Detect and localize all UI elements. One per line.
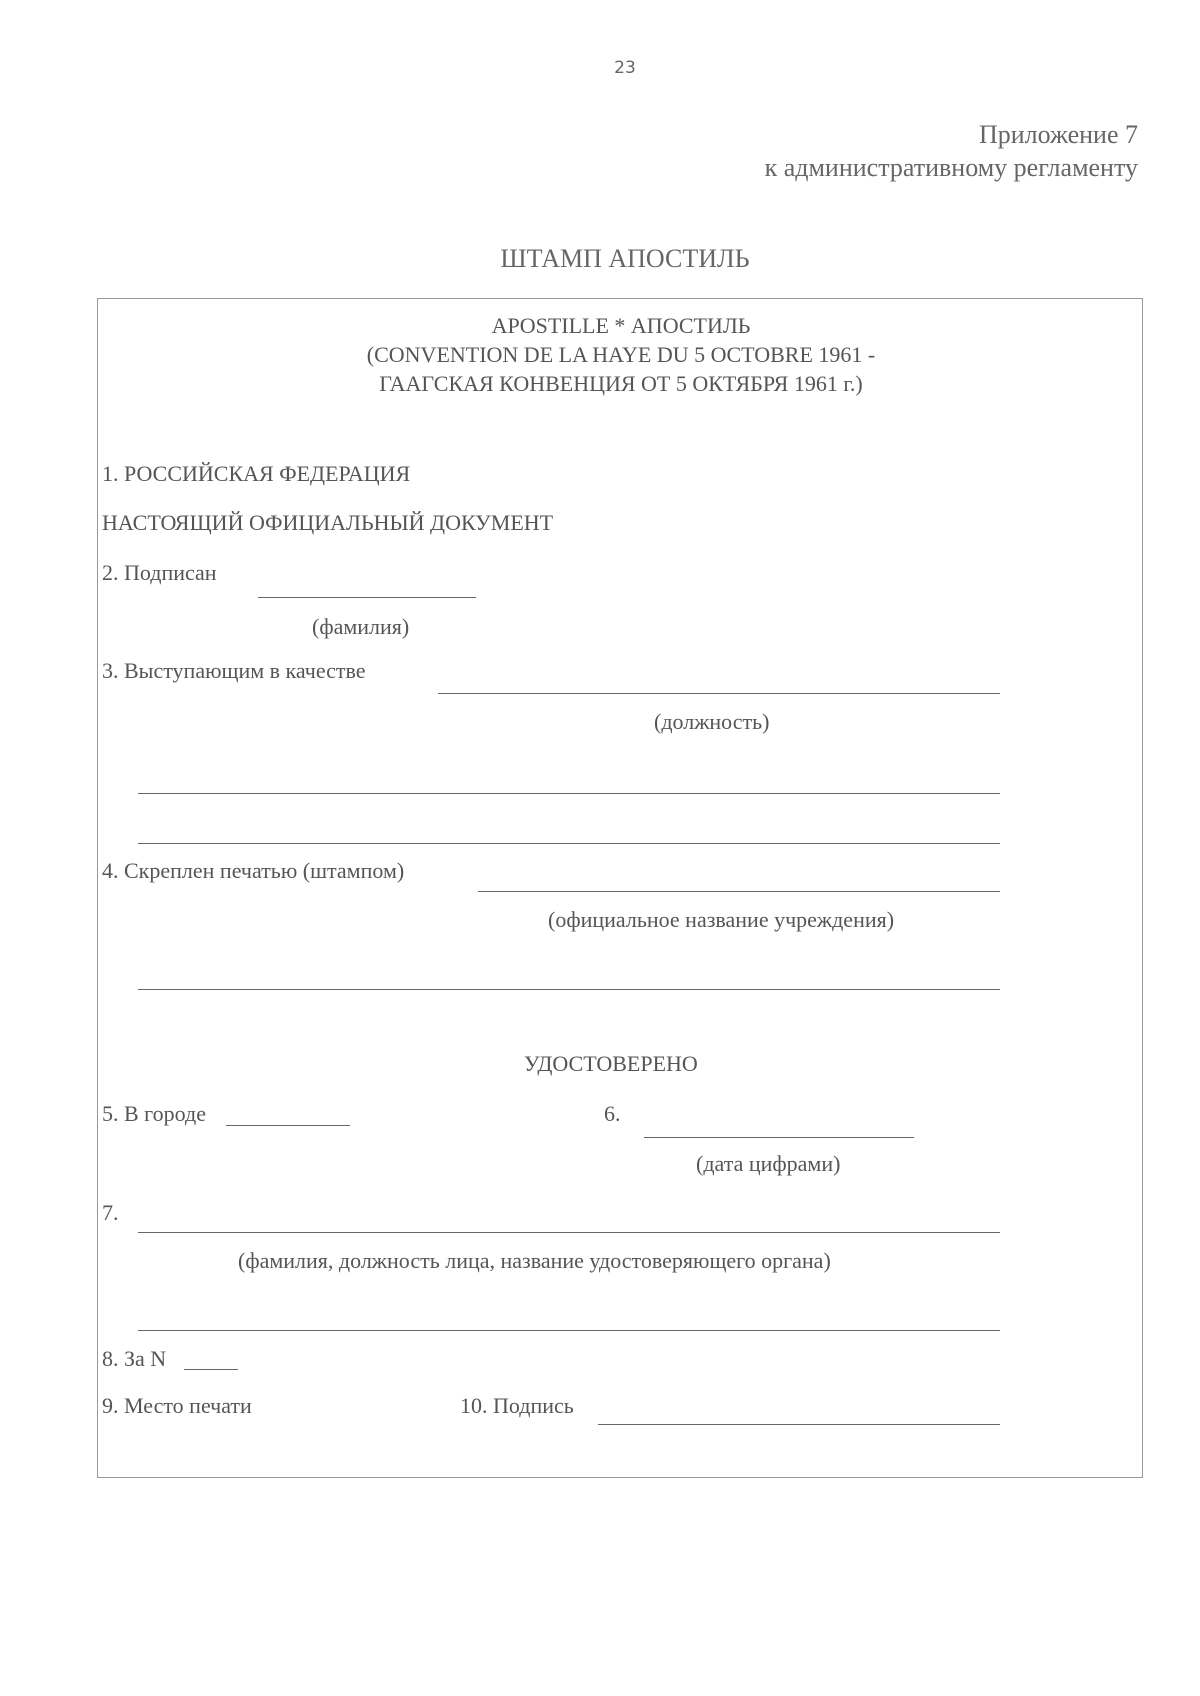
capacity-line[interactable] (438, 693, 1000, 694)
seal-line[interactable] (478, 891, 1000, 892)
capacity-extra-line-2[interactable] (138, 843, 1000, 844)
form-header (98, 311, 1144, 398)
certified-heading: УДОСТОВЕРЕНО (524, 1051, 698, 1076)
signed-name-line[interactable] (258, 597, 476, 598)
seal-place-label: 9. Место печати (102, 1393, 252, 1418)
capacity-extra-line-1[interactable] (138, 793, 1000, 794)
number-line[interactable] (184, 1369, 238, 1370)
date-line[interactable] (644, 1137, 914, 1138)
document-statement: НАСТОЯЩИЙ ОФИЦИАЛЬНЫЙ ДОКУМЕНТ (102, 510, 554, 535)
city-line[interactable] (226, 1125, 350, 1126)
seal-extra-line[interactable] (138, 989, 1000, 990)
appendix-title: Приложение 7 (978, 120, 1138, 149)
signed-caption: (фамилия) (312, 614, 410, 639)
country-label: 1. РОССИЙСКАЯ ФЕДЕРАЦИЯ (102, 461, 411, 486)
seal-label: 4. Скреплен печатью (штампом) (102, 858, 405, 883)
capacity-label: 3. Выступающим в качестве (102, 658, 366, 683)
number-label: 8. За N (102, 1346, 167, 1371)
city-label: 5. В городе (102, 1101, 206, 1126)
page-number: 23 (614, 58, 636, 78)
signature-line[interactable] (598, 1424, 1000, 1425)
stamp-title: ШТАМП АПОСТИЛЬ (500, 244, 750, 273)
header-line-3: ГААГСКАЯ КОНВЕНЦИЯ ОТ 5 ОКТЯБРЯ 1961 г.) (379, 371, 863, 396)
by-extra-line[interactable] (138, 1330, 1000, 1331)
signed-label: 2. Подписан (102, 560, 217, 585)
appendix-subtitle: к административному регламенту (764, 153, 1138, 182)
by-label: 7. (102, 1200, 119, 1225)
header-line-2: (CONVENTION DE LA HAYE DU 5 OCTOBRE 1961 - (366, 342, 876, 367)
signature-label: 10. Подпись (460, 1393, 574, 1418)
header-line-1: APOSTILLE * АПОСТИЛЬ (491, 313, 751, 338)
by-caption: (фамилия, должность лица, название удостоверяющего органа) (238, 1248, 831, 1273)
by-line[interactable] (138, 1232, 1000, 1233)
appendix-note (765, 118, 1138, 184)
apostille-form (97, 298, 1143, 1478)
capacity-caption: (должность) (654, 709, 770, 734)
seal-caption: (официальное название учреждения) (548, 907, 895, 932)
date-label: 6. (604, 1101, 621, 1126)
date-caption: (дата цифрами) (696, 1151, 841, 1176)
